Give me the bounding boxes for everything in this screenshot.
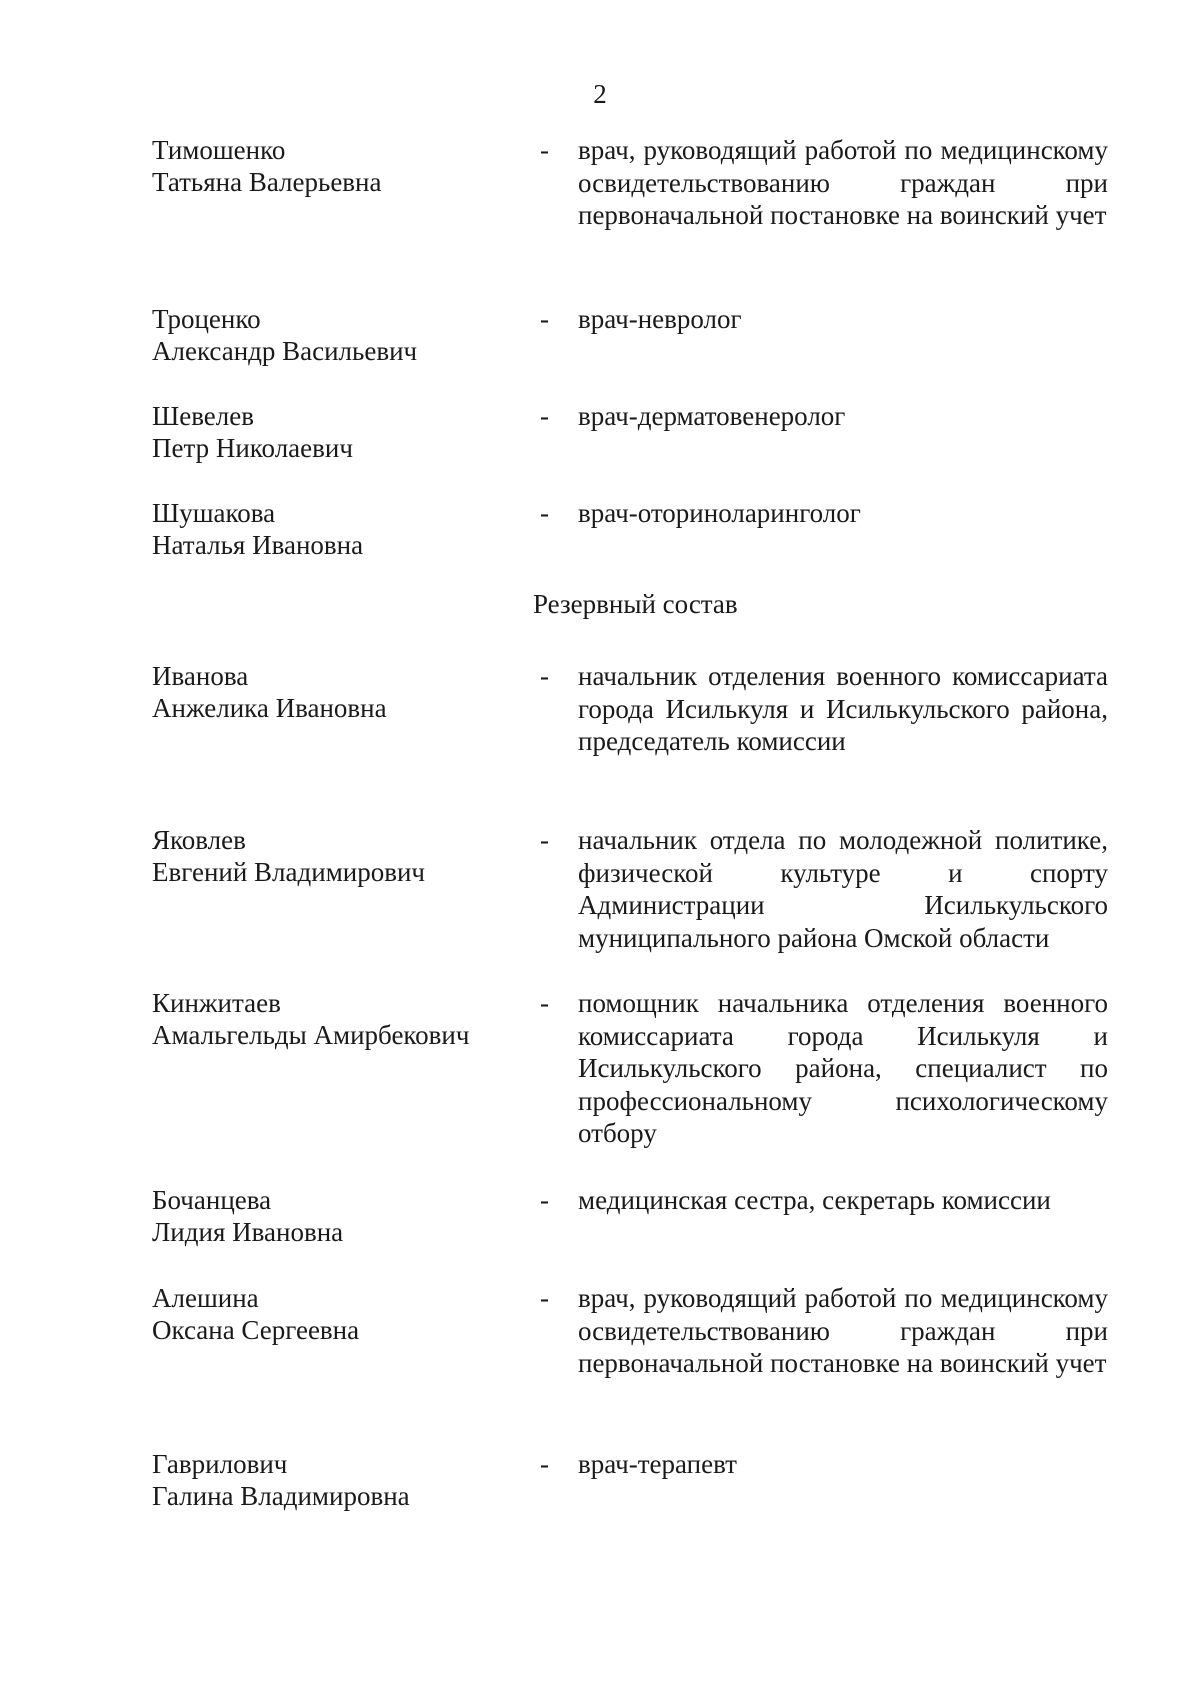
member-role: начальник отделения военного комиссариата города Исилькуля и Исилькульского района, председатель комиссии bbox=[578, 661, 1108, 756]
member-role: помощник начальника отделения военного комиссариата города Исилькуля и Исилькульского района, специалист по профессиональному психологическому отбору bbox=[578, 988, 1108, 1148]
member-given-names: Анжелика Ивановна bbox=[152, 693, 387, 723]
member-surname: Яковлев bbox=[152, 825, 246, 855]
member-surname: Бочанцева bbox=[152, 1185, 272, 1215]
member-given-names: Галина Владимировна bbox=[152, 1481, 410, 1511]
member-name bbox=[152, 1282, 512, 1346]
dash-separator: - bbox=[540, 1449, 549, 1479]
member-name bbox=[152, 497, 512, 561]
member-role: врач-терапевт bbox=[578, 1449, 737, 1479]
member-given-names: Александр Васильевич bbox=[152, 336, 418, 366]
member-name bbox=[152, 400, 512, 464]
member-given-names: Наталья Ивановна bbox=[152, 530, 364, 560]
member-role: врач-дерматовенеролог bbox=[578, 401, 846, 431]
dash-separator: - bbox=[540, 825, 549, 855]
member-surname: Алешина bbox=[152, 1283, 259, 1313]
dash-separator: - bbox=[540, 661, 549, 691]
member-given-names: Амальгельды Амирбекович bbox=[152, 1020, 470, 1050]
member-surname: Гаврилович bbox=[152, 1449, 288, 1479]
dash-separator: - bbox=[540, 401, 549, 431]
member-given-names: Оксана Сергеевна bbox=[152, 1315, 360, 1345]
member-role: врач-невролог bbox=[578, 304, 742, 334]
member-given-names: Татьяна Валерьевна bbox=[152, 167, 382, 197]
page-number: 2 bbox=[593, 79, 607, 109]
member-surname: Шушакова bbox=[152, 498, 276, 528]
section-title-reserve: Резервный состав bbox=[533, 589, 738, 619]
member-name bbox=[152, 303, 512, 367]
dash-separator: - bbox=[540, 988, 549, 1018]
member-name bbox=[152, 1184, 512, 1248]
member-given-names: Петр Николаевич bbox=[152, 433, 353, 463]
member-role: медицинская сестра, секретарь комиссии bbox=[578, 1185, 1051, 1215]
member-name bbox=[152, 134, 512, 198]
member-name bbox=[152, 987, 512, 1051]
member-role: врач, руководящий работой по медицинскому освидетельствованию граждан при первоначальной постановке на воинский учет bbox=[578, 135, 1108, 230]
member-surname: Кинжитаев bbox=[152, 988, 281, 1018]
dash-separator: - bbox=[540, 498, 549, 528]
member-surname: Шевелев bbox=[152, 401, 255, 431]
member-given-names: Евгений Владимирович bbox=[152, 857, 426, 887]
dash-separator: - bbox=[540, 1185, 549, 1215]
member-surname: Тимошенко bbox=[152, 135, 286, 165]
member-surname: Троценко bbox=[152, 304, 261, 334]
dash-separator: - bbox=[540, 304, 549, 334]
dash-separator: - bbox=[540, 1283, 549, 1313]
member-role: врач-оториноларинголог bbox=[578, 498, 861, 528]
member-surname: Иванова bbox=[152, 661, 249, 691]
member-given-names: Лидия Ивановна bbox=[152, 1217, 344, 1247]
member-role: начальник отдела по молодежной политике, физической культуре и спорту Администрации Исилькульского муниципального района Омской области bbox=[578, 825, 1108, 953]
member-name bbox=[152, 1448, 512, 1512]
member-role: врач, руководящий работой по медицинскому освидетельствованию граждан при первоначальной постановке на воинский учет bbox=[578, 1283, 1108, 1378]
member-name bbox=[152, 824, 512, 888]
dash-separator: - bbox=[540, 135, 549, 165]
member-name bbox=[152, 660, 512, 724]
